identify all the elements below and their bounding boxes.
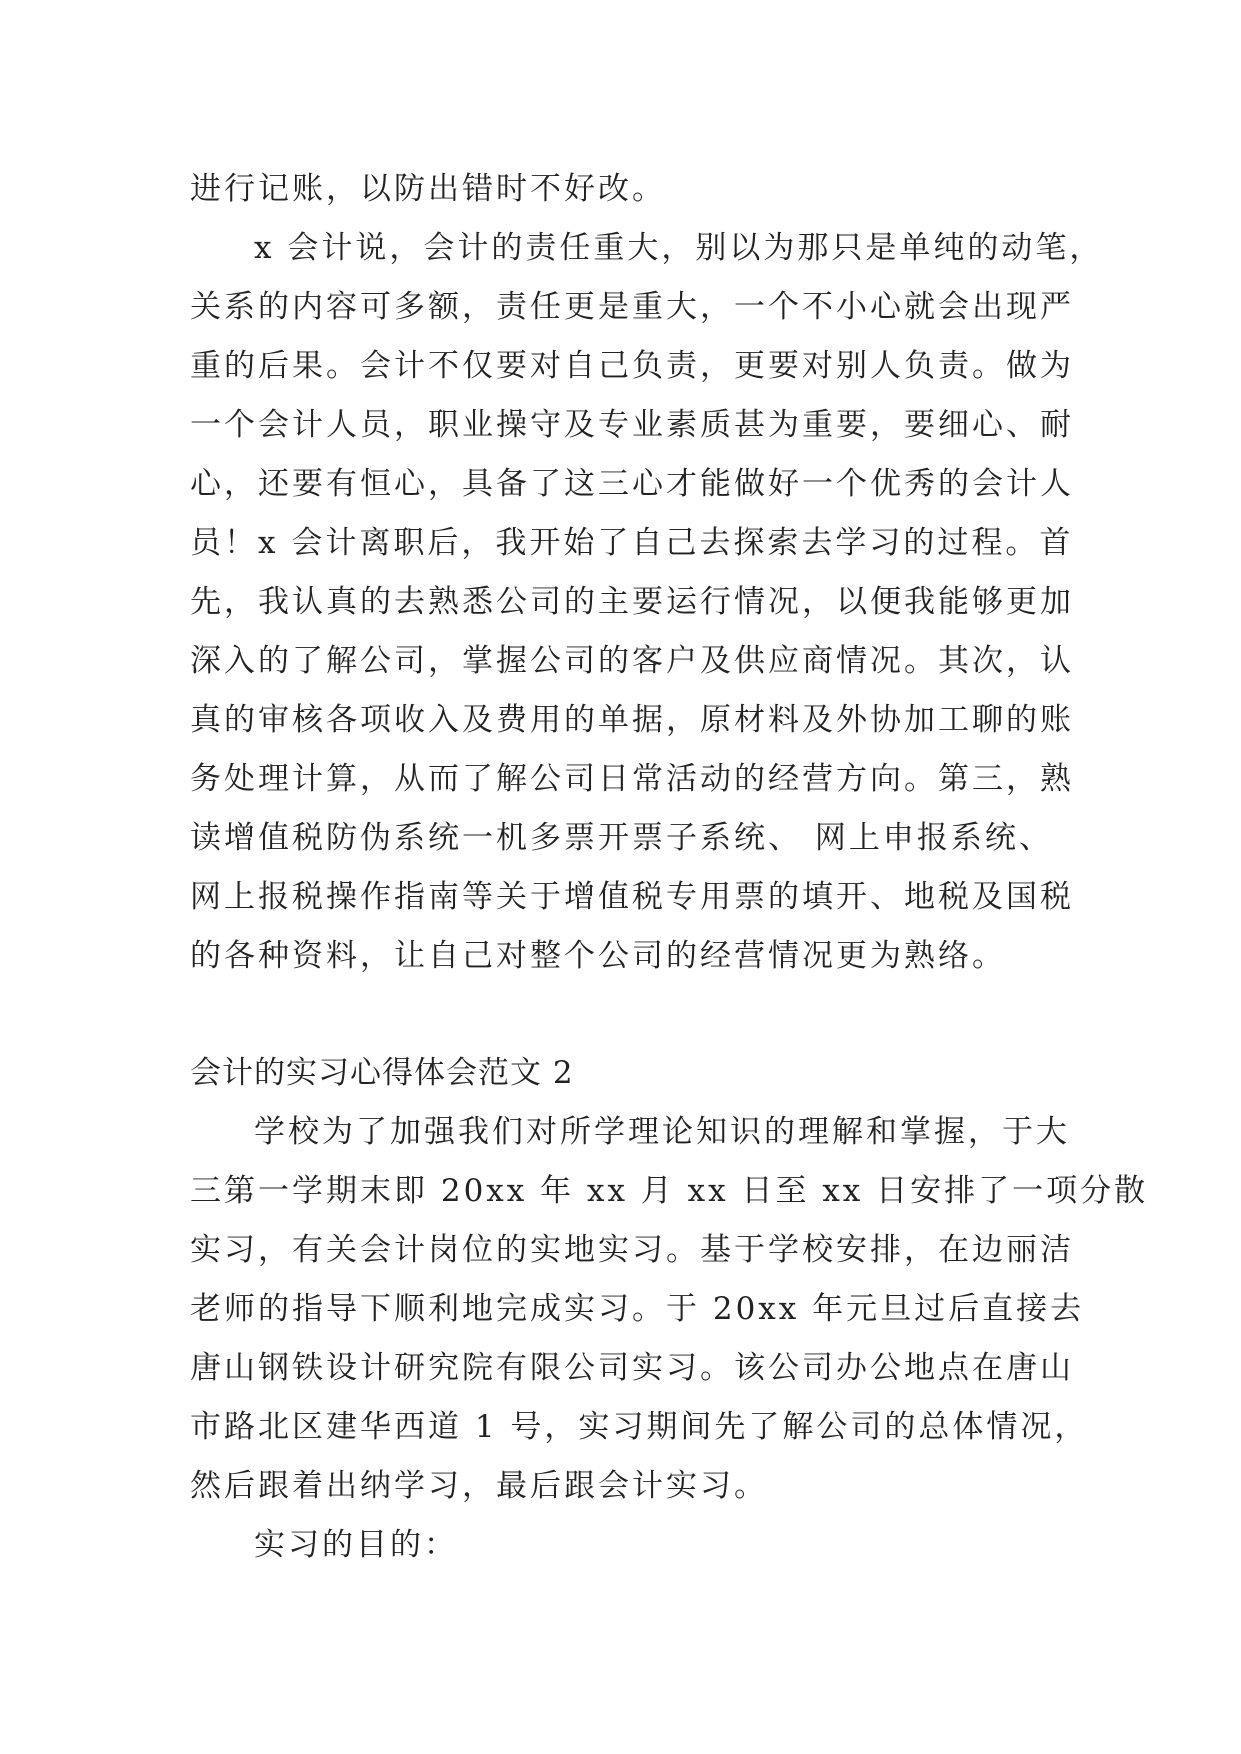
paragraph-line: 学校为了加强我们对所学理论知识的理解和掌握，于大: [254, 1114, 1070, 1150]
paragraph-line: 一个会计人员，职业操守及专业素质甚为重要，要细心、耐: [190, 407, 1074, 443]
paragraph-line: 员！x 会计离职后，我开始了自己去探索去学习的过程。首: [190, 525, 1074, 561]
paragraph-line: x 会计说，会计的责任重大，别以为那只是单纯的动笔，: [254, 230, 1104, 266]
paragraph-line: 务处理计算，从而了解公司日常活动的经营方向。第三，熟: [190, 761, 1074, 797]
section-spacer: [190, 986, 1070, 1044]
paragraph-line: 实习，有关会计岗位的实地实习。基于学校安排，在边丽洁: [190, 1232, 1074, 1268]
paragraph-line: 网上报税操作指南等关于增值税专用票的填开、地税及国税: [190, 879, 1074, 915]
paragraph-line: 关系的内容可多额，责任更是重大，一个不小心就会出现严: [190, 289, 1074, 325]
paragraph-line: 心，还要有恒心，具备了这三心才能做好一个优秀的会计人: [190, 466, 1074, 502]
paragraph-line: 读增值税防伪系统一机多票开票子系统、 网上申报系统、: [190, 820, 1053, 856]
paragraph-line: 老师的指导下顺利地完成实习。于 20xx 年元旦过后直接去: [190, 1291, 1085, 1327]
paragraph-line: 先，我认真的去熟悉公司的主要运行情况，以便我能够更加: [190, 584, 1074, 620]
document-body: [190, 160, 1149, 1575]
paragraph-line: 的各种资料，让自己对整个公司的经营情况更为熟络。: [190, 938, 1006, 974]
paragraph-line: 三第一学期末即 20xx 年 xx 月 xx 日至 xx 日安排了一项分散: [190, 1173, 1149, 1209]
paragraph-line: 唐山钢铁设计研究院有限公司实习。该公司办公地点在唐山: [190, 1350, 1074, 1386]
paragraph-line: 深入的了解公司，掌握公司的客户及供应商情况。其次，认: [190, 643, 1074, 679]
paragraph-line: 实习的目的：: [254, 1527, 458, 1563]
paragraph-line: 重的后果。会计不仅要对自己负责，更要对别人负责。做为: [190, 348, 1074, 384]
paragraph-line: 然后跟着出纳学习，最后跟会计实习。: [190, 1468, 768, 1504]
paragraph-line: 进行记账，以防出错时不好改。: [190, 171, 666, 207]
section-heading: 会计的实习心得体会范文 2: [190, 1055, 574, 1091]
paragraph-line: 真的审核各项收入及费用的单据，原材料及外协加工聊的账: [190, 702, 1074, 738]
paragraph-line: 市路北区建华西道 1 号，实习期间先了解公司的总体情况，: [190, 1409, 1089, 1445]
